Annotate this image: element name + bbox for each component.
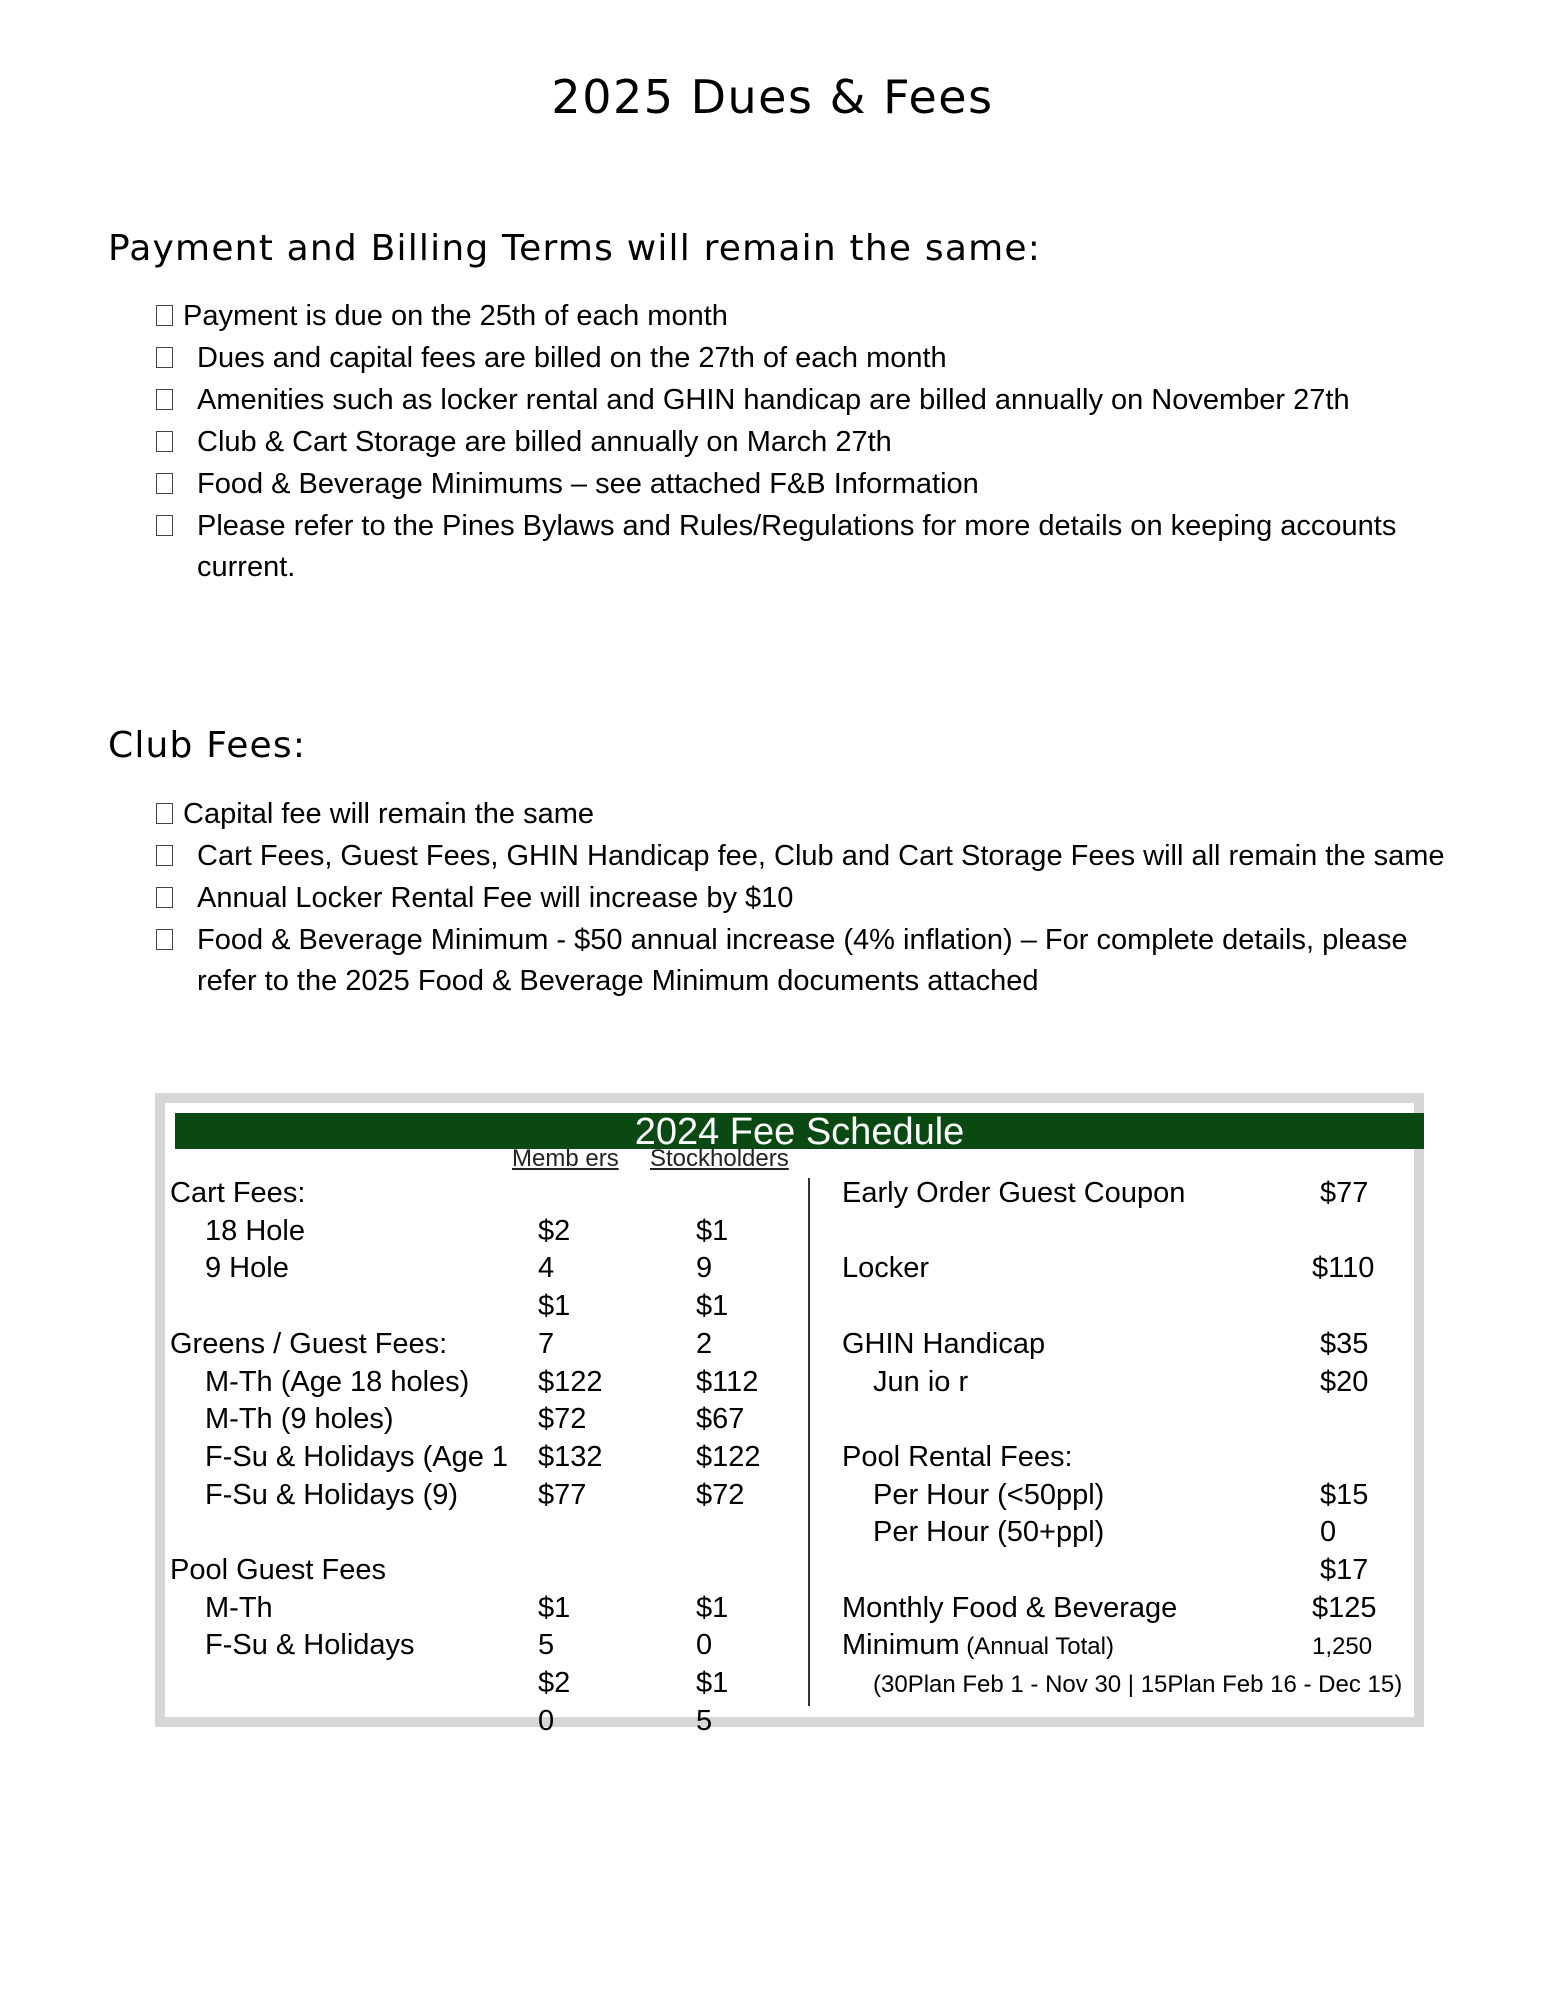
checkbox-icon xyxy=(156,305,173,326)
fee-label: Per Hour (<50ppl) xyxy=(873,1478,1105,1511)
fee-label: 18 Hole xyxy=(205,1214,305,1247)
stockholders-fee: 5 xyxy=(696,1704,713,1737)
stockholders-fee: $1 xyxy=(696,1214,729,1247)
bullet-item xyxy=(155,464,1445,505)
bullet-text: Food & Beverage Minimum - $50 annual increase (4% inflation) – For complete details, please refer to the 2025 Food & Beverage Minimum documents attached xyxy=(197,924,1408,997)
checkbox-icon xyxy=(156,473,173,494)
payment-terms-list xyxy=(155,296,1445,589)
members-fee: 5 xyxy=(538,1629,555,1662)
members-fee: 0 xyxy=(538,1704,555,1737)
stockholders-fee: $1 xyxy=(696,1290,729,1323)
checkbox-icon xyxy=(156,515,173,536)
stockholders-fee: 2 xyxy=(696,1327,713,1360)
checkbox-icon xyxy=(156,389,173,410)
members-fee: $72 xyxy=(538,1403,587,1436)
fee-value: $17 xyxy=(1320,1554,1369,1586)
stockholders-fee: $1 xyxy=(696,1667,729,1700)
fee-label: Greens / Guest Fees: xyxy=(170,1327,448,1360)
bullet-text: Amenities such as locker rental and GHIN handicap are billed annually on November 27th xyxy=(197,384,1350,416)
bullet-item xyxy=(155,422,1445,463)
bullet-item xyxy=(155,920,1445,1002)
fee-value: 1,250 xyxy=(1312,1633,1373,1661)
fee-value: $110 xyxy=(1312,1252,1375,1285)
fee-label: F-Su & Holidays (9) xyxy=(205,1478,459,1511)
bullet-text: Payment is due on the 25th of each month xyxy=(183,300,728,332)
fee-label: Early Order Guest Coupon xyxy=(842,1177,1186,1209)
fee-schedule-title: 2024 Fee Schedule xyxy=(175,1113,1424,1149)
members-fee: $1 xyxy=(538,1591,571,1624)
fee-value: $35 xyxy=(1320,1327,1369,1360)
page-title: 2025 Dues & Fees xyxy=(551,70,994,124)
fee-label: Per Hour (50+ppl) xyxy=(873,1516,1105,1549)
members-fee: $77 xyxy=(538,1478,587,1511)
bullet-text: Club & Cart Storage are billed annually on March 27th xyxy=(197,426,892,458)
checkbox-icon xyxy=(156,845,173,866)
stockholders-fee: $67 xyxy=(696,1403,745,1436)
bullet-item xyxy=(155,794,1445,835)
bullet-item xyxy=(155,836,1445,877)
bullet-text: Dues and capital fees are billed on the 27th of each month xyxy=(197,342,947,374)
fee-value: $15 xyxy=(1320,1478,1369,1511)
bullet-text: Annual Locker Rental Fee will increase by $10 xyxy=(197,882,794,914)
members-column-header: Memb ers xyxy=(512,1145,619,1172)
bullet-item xyxy=(155,506,1445,588)
fee-label: M-Th xyxy=(205,1591,273,1624)
members-fee: $1 xyxy=(538,1290,571,1323)
stockholders-fee: $72 xyxy=(696,1478,745,1511)
members-fee: $2 xyxy=(538,1214,571,1247)
bullet-text: Please refer to the Pines Bylaws and Rules/Regulations for more details on keeping accounts current. xyxy=(197,510,1397,583)
bullet-text: Cart Fees, Guest Fees, GHIN Handicap fee, Club and Cart Storage Fees will all remain the same xyxy=(197,840,1445,872)
checkbox-icon xyxy=(156,929,173,950)
checkbox-icon xyxy=(156,803,173,824)
payment-terms-heading: Payment and Billing Terms will remain the same: xyxy=(108,228,1042,269)
fee-value: $125 xyxy=(1312,1591,1377,1624)
bullet-item xyxy=(155,380,1445,421)
checkbox-icon xyxy=(156,347,173,368)
fee-schedule-divider xyxy=(808,1178,810,1706)
fee-label: 9 Hole xyxy=(205,1252,289,1285)
fee-label: M-Th (9 holes) xyxy=(205,1403,394,1436)
fee-label: GHIN Handicap xyxy=(842,1327,1046,1360)
stockholders-fee: $1 xyxy=(696,1591,729,1624)
checkbox-icon xyxy=(156,887,173,908)
club-fees-list xyxy=(155,794,1445,1003)
stockholders-fee: $112 xyxy=(696,1365,759,1398)
members-fee: $132 xyxy=(538,1440,603,1473)
bullet-item xyxy=(155,338,1445,379)
stockholders-fee: 0 xyxy=(696,1629,713,1662)
fee-label: Jun io r xyxy=(873,1365,969,1398)
fee-label: Cart Fees: xyxy=(170,1177,306,1209)
fee-label: Locker xyxy=(842,1252,930,1285)
members-fee: 4 xyxy=(538,1252,555,1285)
members-fee: $2 xyxy=(538,1667,571,1700)
fee-label: (30Plan Feb 1 - Nov 30 | 15Plan Feb 16 - Dec 15) xyxy=(873,1671,1403,1699)
bullet-item xyxy=(155,296,1445,337)
bullet-text: Food & Beverage Minimums – see attached F&B Information xyxy=(197,468,979,500)
members-fee: $122 xyxy=(538,1365,603,1398)
stockholders-fee: $122 xyxy=(696,1440,761,1473)
stockholders-column-header: Stockholders xyxy=(650,1145,789,1172)
checkbox-icon xyxy=(156,431,173,452)
fee-note: (Annual Total) xyxy=(959,1633,1114,1661)
fee-label: F-Su & Holidays (Age 1 xyxy=(205,1440,509,1473)
fee-label: M-Th (Age 18 holes) xyxy=(205,1365,470,1398)
stockholders-fee: 9 xyxy=(696,1252,713,1285)
bullet-item xyxy=(155,878,1445,919)
fee-value: 0 xyxy=(1320,1516,1337,1549)
bullet-text: Capital fee will remain the same xyxy=(183,798,595,830)
fee-value: $20 xyxy=(1320,1365,1369,1398)
fee-label: Pool Guest Fees xyxy=(170,1554,386,1586)
club-fees-heading: Club Fees: xyxy=(108,725,307,766)
members-fee: 7 xyxy=(538,1327,555,1360)
fee-label: Minimum (Annual Total) xyxy=(842,1629,1114,1662)
fee-label: Monthly Food & Beverage xyxy=(842,1591,1178,1624)
fee-label: Pool Rental Fees: xyxy=(842,1440,1073,1473)
fee-label: F-Su & Holidays xyxy=(205,1629,415,1662)
fee-value: $77 xyxy=(1320,1177,1369,1209)
